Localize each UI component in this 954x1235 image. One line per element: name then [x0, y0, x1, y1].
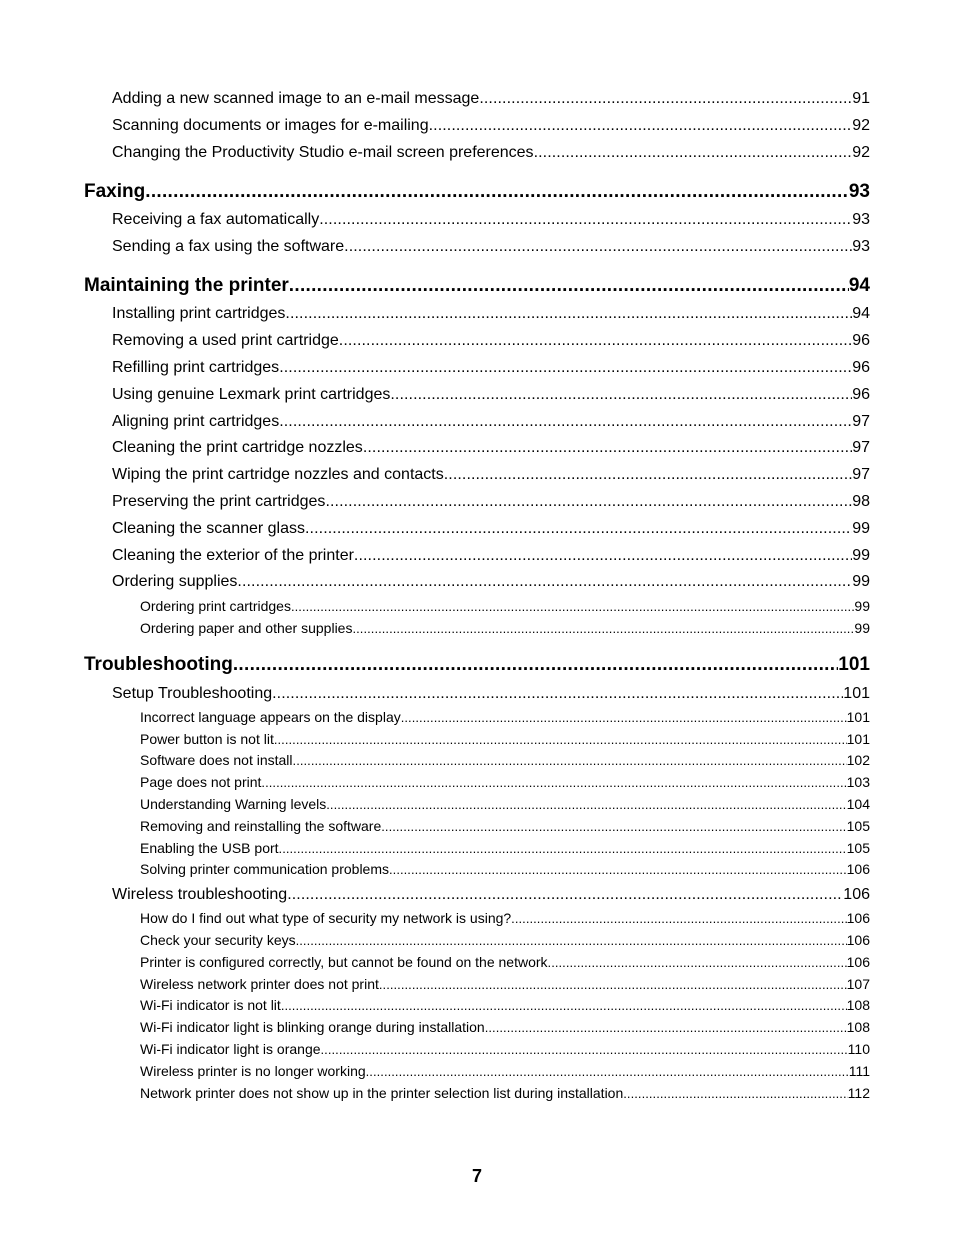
toc-entry[interactable] — [112, 144, 870, 162]
toc-entry-title: Cleaning the print cartridge nozzles — [112, 439, 363, 456]
toc-entry-title: Ordering print cartridges — [140, 598, 291, 614]
toc-entry-title: Sending a fax using the software — [112, 238, 345, 255]
toc-entry-page: 112 — [847, 1085, 870, 1101]
toc-entry-page: 105 — [846, 840, 870, 856]
toc-subentry[interactable] — [140, 1063, 870, 1079]
toc-subentry[interactable] — [140, 620, 870, 636]
toc-entry-title: Aligning print cartridges — [112, 413, 280, 430]
toc-entry-page: 94 — [852, 305, 870, 322]
toc-entry-title: Troubleshooting — [84, 654, 233, 675]
toc-entry-page: 97 — [852, 413, 870, 430]
toc-entry[interactable] — [112, 466, 870, 484]
toc-entry-page: 99 — [854, 598, 870, 614]
toc-entry-page: 96 — [852, 386, 870, 403]
toc-entry-title: Setup Troubleshooting — [112, 685, 273, 702]
toc-entry-page: 102 — [846, 752, 870, 768]
toc-entry-page: 93 — [852, 211, 870, 228]
toc-entry[interactable] — [112, 886, 870, 904]
toc-entry-page: 105 — [846, 818, 870, 834]
toc-entry[interactable] — [112, 238, 870, 256]
toc-entry-title: Wireless printer is no longer working — [140, 1063, 366, 1079]
toc-entry-title: Check your security keys — [140, 932, 296, 948]
dot-leader — [145, 181, 849, 203]
toc-entry[interactable] — [112, 547, 870, 565]
dot-leader — [389, 862, 847, 877]
toc-entry-title: Page does not print — [140, 774, 262, 790]
dot-leader — [296, 933, 847, 948]
toc-entry-title: Adding a new scanned image to an e-mail message — [112, 90, 480, 107]
toc-entry-title: Using genuine Lexmark print cartridges — [112, 386, 391, 403]
dot-leader — [354, 547, 852, 565]
toc-entry-page: 108 — [846, 997, 870, 1013]
page-number: 7 — [471, 1166, 482, 1186]
toc-entry-title: Installing print cartridges — [112, 305, 286, 322]
toc-entry-page: 92 — [852, 117, 870, 134]
toc-subentry[interactable] — [140, 709, 870, 725]
toc-entry[interactable] — [112, 211, 870, 229]
toc-entry-title: Power button is not lit — [140, 731, 274, 747]
toc-entry-page: 96 — [852, 359, 870, 376]
toc-subentry[interactable] — [140, 997, 870, 1013]
toc-entry-title: Wireless network printer does not print — [140, 976, 379, 992]
toc-entry[interactable] — [112, 359, 870, 377]
toc-entry-title: Faxing — [84, 181, 146, 202]
dot-leader — [344, 238, 852, 256]
dot-leader — [352, 621, 854, 636]
toc-entry-page: 106 — [846, 861, 870, 877]
toc-entry-page: 110 — [847, 1041, 870, 1057]
toc-subentry[interactable] — [140, 932, 870, 948]
toc-entry-page: 99 — [852, 520, 870, 537]
dot-leader — [548, 955, 847, 970]
toc-entry-title: Refilling print cartridges — [112, 359, 280, 376]
dot-leader — [261, 775, 846, 790]
toc-entry[interactable] — [112, 117, 870, 135]
toc-subentry[interactable] — [140, 1041, 870, 1057]
dot-leader — [325, 493, 852, 511]
dot-leader — [326, 797, 846, 812]
toc-entry-title: Maintaining the printer — [84, 275, 289, 296]
toc-entry-page: 96 — [852, 332, 870, 349]
toc-entry-title: Changing the Productivity Studio e-mail screen preferences — [112, 144, 534, 161]
toc-entry[interactable] — [112, 493, 870, 511]
toc-entry-page: 92 — [852, 144, 870, 161]
toc-entry-title: Understanding Warning levels — [140, 796, 327, 812]
toc-entry[interactable] — [112, 413, 870, 431]
toc-entry-title: Wi-Fi indicator light is blinking orange during installation — [140, 1019, 485, 1035]
toc-entry-page: 111 — [848, 1063, 870, 1079]
toc-entry-title: Incorrect language appears on the display — [140, 709, 401, 725]
toc-entry-page: 106 — [846, 910, 870, 926]
dot-leader — [281, 998, 847, 1013]
toc-entry[interactable] — [112, 332, 870, 350]
dot-leader — [293, 753, 847, 768]
toc-subentry[interactable] — [140, 976, 870, 992]
toc-subentry[interactable] — [140, 910, 870, 926]
dot-leader — [321, 1042, 848, 1057]
toc-entry[interactable] — [112, 520, 870, 538]
toc-entry-page: 99 — [852, 573, 870, 590]
dot-leader — [339, 332, 852, 350]
toc-entry-title: Wiping the print cartridge nozzles and contacts — [112, 466, 444, 483]
dot-leader — [289, 275, 849, 297]
toc-entry-title: Wireless troubleshooting — [112, 886, 288, 903]
toc-subentry[interactable] — [140, 598, 870, 614]
dot-leader — [233, 654, 838, 676]
toc-entry-page: 93 — [852, 238, 870, 255]
toc-entry-title: Network printer does not show up in the printer selection list during installation — [140, 1085, 624, 1101]
toc-entry[interactable] — [112, 90, 870, 108]
toc-entry-title: Scanning documents or images for e-mailing — [112, 117, 429, 134]
toc-entry-title: Ordering supplies — [112, 573, 238, 590]
toc-entry[interactable] — [112, 685, 870, 703]
toc-subentry[interactable] — [140, 731, 870, 747]
dot-leader — [479, 90, 852, 108]
toc-entry-title: Solving printer communication problems — [140, 861, 389, 877]
toc-entry-title: How do I find out what type of security my network is using? — [140, 910, 512, 926]
dot-leader — [279, 413, 852, 431]
toc-entry-page: 108 — [846, 1019, 870, 1035]
toc-entry-page: 94 — [848, 275, 870, 296]
dot-leader — [279, 841, 847, 856]
toc-entry-page: 101 — [838, 654, 870, 675]
dot-leader — [279, 359, 852, 377]
toc-entry-page: 103 — [846, 774, 870, 790]
toc-entry-page: 98 — [852, 493, 870, 510]
toc-entry[interactable] — [112, 573, 870, 591]
toc-subentry[interactable] — [140, 1085, 870, 1101]
toc-entry-title: Enabling the USB port — [140, 840, 279, 856]
toc-section-heading[interactable] — [84, 654, 870, 676]
toc-subentry[interactable] — [140, 861, 870, 877]
dot-leader — [534, 144, 853, 162]
dot-leader — [285, 305, 852, 323]
toc-entry-title: Wi-Fi indicator is not lit — [140, 997, 281, 1013]
dot-leader — [237, 573, 852, 591]
dot-leader — [444, 466, 852, 484]
toc-subentry[interactable] — [140, 818, 870, 834]
dot-leader — [429, 117, 853, 135]
dot-leader — [485, 1020, 847, 1035]
toc-entry-title: Removing a used print cartridge — [112, 332, 339, 349]
toc-section-heading[interactable] — [84, 275, 870, 297]
dot-leader — [511, 911, 846, 926]
toc-entry-title: Preserving the print cartridges — [112, 493, 326, 510]
toc-subentry[interactable] — [140, 796, 870, 812]
dot-leader — [379, 977, 847, 992]
toc-entry-title: Cleaning the scanner glass — [112, 520, 306, 537]
toc-entry-title: Printer is configured correctly, but cannot be found on the network — [140, 954, 548, 970]
toc-entry-page: 97 — [852, 466, 870, 483]
toc-entry-page: 101 — [846, 709, 870, 725]
dot-leader — [381, 819, 846, 834]
toc-entry[interactable] — [112, 305, 870, 323]
toc-entry-page: 106 — [846, 954, 870, 970]
dot-leader — [291, 599, 854, 614]
toc-entry-title: Receiving a fax automatically — [112, 211, 320, 228]
toc-entry-page: 91 — [852, 90, 870, 107]
dot-leader — [390, 386, 852, 404]
toc-entry-title: Software does not install — [140, 752, 293, 768]
toc-entry-page: 107 — [846, 976, 870, 992]
toc-entry-page: 101 — [846, 731, 870, 747]
toc-entry-page: 93 — [848, 181, 870, 202]
toc-subentry[interactable] — [140, 774, 870, 790]
toc-entry-page: 106 — [843, 886, 870, 903]
toc-entry-title: Removing and reinstalling the software — [140, 818, 382, 834]
toc-entry-page: 99 — [852, 547, 870, 564]
toc-entry-page: 104 — [846, 796, 870, 812]
toc-entry[interactable] — [112, 439, 870, 457]
toc-subentry[interactable] — [140, 840, 870, 856]
toc-section-heading[interactable] — [84, 181, 870, 203]
dot-leader — [401, 710, 847, 725]
dot-leader — [319, 211, 852, 229]
toc-subentry[interactable] — [140, 1019, 870, 1035]
toc-entry-page: 101 — [843, 685, 870, 702]
toc-entry-page: 99 — [854, 620, 870, 636]
dot-leader — [363, 439, 852, 457]
toc-entry-page: 106 — [846, 932, 870, 948]
toc-entry-title: Ordering paper and other supplies — [140, 620, 353, 636]
dot-leader — [272, 685, 843, 703]
toc-entry[interactable] — [112, 386, 870, 404]
dot-leader — [274, 732, 847, 747]
toc-subentry[interactable] — [140, 752, 870, 768]
toc-subentry[interactable] — [140, 954, 870, 970]
dot-leader — [366, 1064, 849, 1079]
dot-leader — [305, 520, 852, 538]
toc-entry-page: 97 — [852, 439, 870, 456]
dot-leader — [287, 886, 843, 904]
toc-entry-title: Wi-Fi indicator light is orange — [140, 1041, 321, 1057]
toc-entry-title: Cleaning the exterior of the printer — [112, 547, 354, 564]
dot-leader — [623, 1086, 847, 1101]
